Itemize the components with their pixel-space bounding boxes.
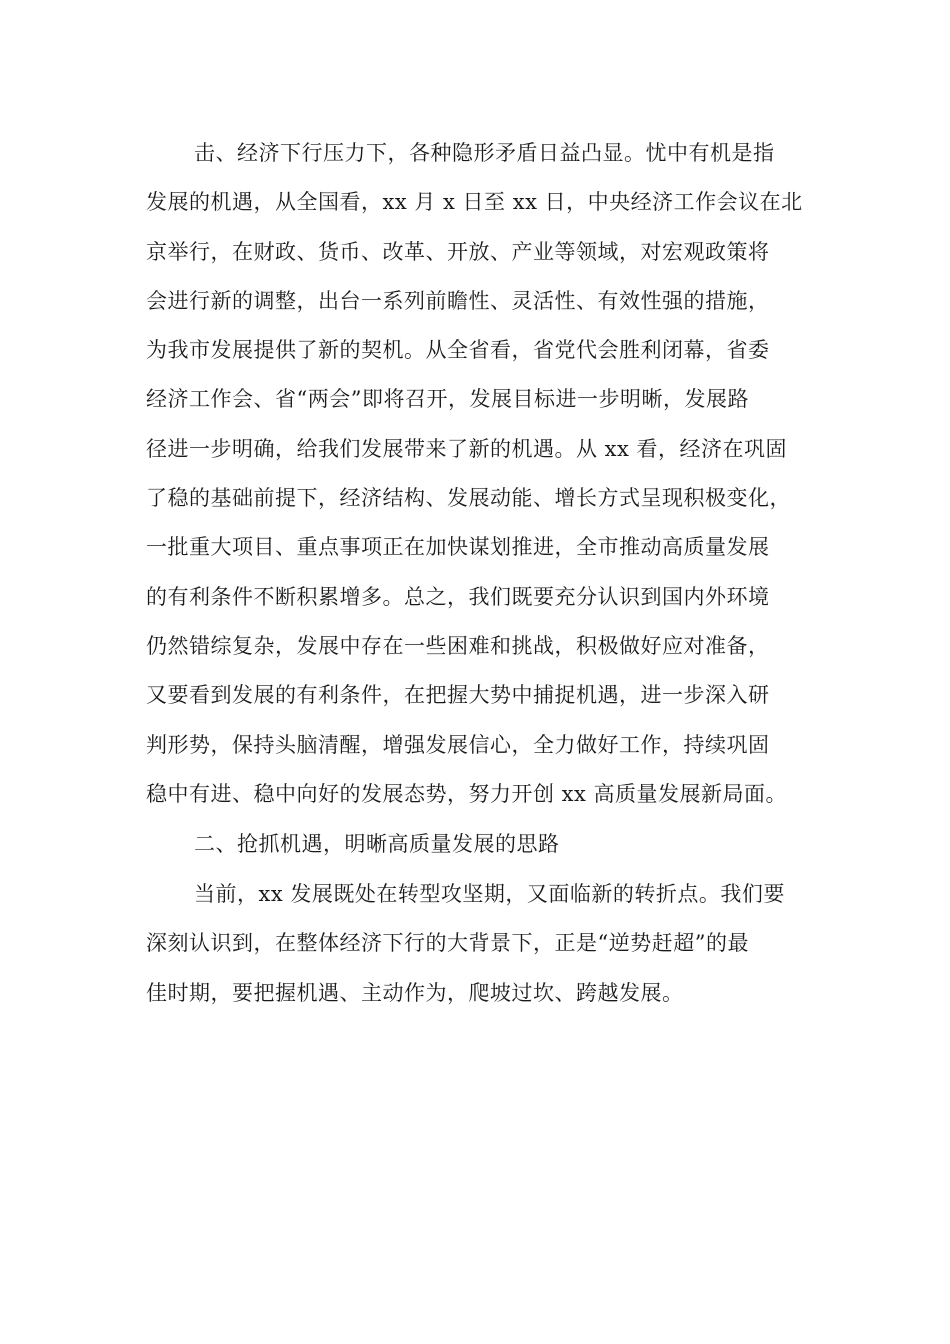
text-line: 稳中有进、稳中向好的发展态势，努力开创 xx 高质量发展新局面。 bbox=[146, 781, 788, 806]
section-heading bbox=[146, 820, 810, 869]
text-line: 当前，xx 发展既处在转型攻坚期，又面临新的转折点。我们要 bbox=[194, 882, 785, 906]
text-line: 一批重大项目、重点事项正在加快谋划推进，全市推动高质量发展 bbox=[146, 535, 770, 560]
text-line: 又要看到发展的有利条件，在把握大势中捕捉机遇，进一步深入研 bbox=[146, 683, 770, 708]
paragraph-continuation bbox=[146, 129, 810, 819]
section-heading-text: 二、抢抓机遇，明晰高质量发展的思路 bbox=[194, 832, 560, 856]
text-line: 仍然错综复杂，发展中存在一些困难和挑战，积极做好应对准备， bbox=[146, 633, 770, 658]
text-line: 判形势，保持头脑清醒，增强发展信心，全力做好工作，持续巩固 bbox=[146, 732, 770, 757]
text-line: 径进一步明确，给我们发展带来了新的机遇。从 xx 看，经济在巩固 bbox=[146, 436, 788, 461]
text-line: 击、经济下行压力下，各种隐形矛盾日益凸显。忧中有机是指 bbox=[194, 141, 775, 165]
text-line: 的有利条件不断积累增多。总之，我们既要充分认识到国内外环境 bbox=[146, 584, 770, 609]
text-line: 经济工作会、省“两会”即将召开，发展目标进一步明晰，发展路 bbox=[146, 387, 749, 412]
text-line: 发展的机遇，从全国看，xx 月 x 日至 xx 日，中央经济工作会议在北 bbox=[146, 190, 803, 215]
text-line: 会进行新的调整，出台一系列前瞻性、灵活性、有效性强的措施， bbox=[146, 288, 770, 313]
paragraph bbox=[146, 870, 810, 1018]
text-line: 佳时期，要把握机遇、主动作为，爬坡过坎、跨越发展。 bbox=[146, 980, 684, 1005]
text-line: 京举行，在财政、货币、改革、开放、产业等领域，对宏观政策将 bbox=[146, 239, 770, 264]
text-line: 为我市发展提供了新的契机。从全省看，省党代会胜利闭幕，省委 bbox=[146, 338, 770, 363]
text-line: 了稳的基础前提下，经济结构、发展动能、增长方式呈现积极变化， bbox=[146, 486, 791, 511]
text-line: 深刻认识到，在整体经济下行的大背景下，正是“逆势赶超”的最 bbox=[146, 931, 749, 956]
